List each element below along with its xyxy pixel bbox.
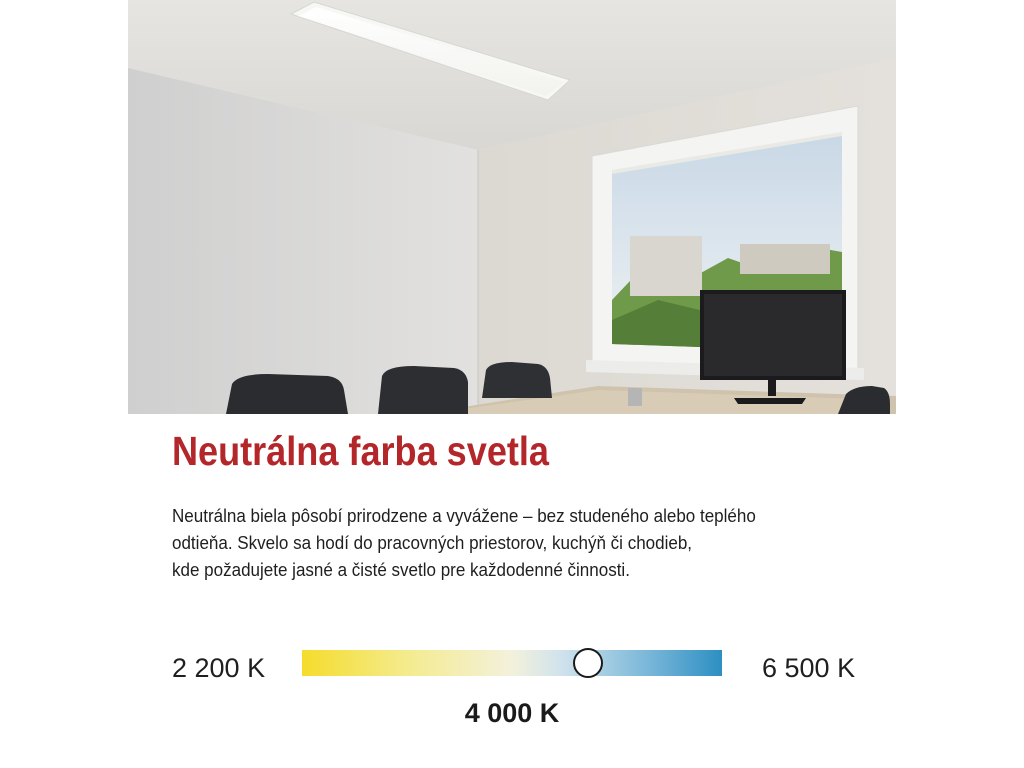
description-line: odtieňa. Skvelo sa hodí do pracovných priestorov, kuchýň či chodieb,: [172, 532, 693, 553]
description-text: [172, 502, 871, 583]
color-temperature-gradient-bar: [302, 650, 722, 676]
max-temperature-label: 6 500 K: [762, 653, 856, 683]
description-line: kde požadujete jasné a čisté svetlo pre každodenné činnosti.: [172, 559, 630, 580]
office-room-photo: [128, 0, 896, 414]
description-line: Neutrálna biela pôsobí prirodzene a vyvážene – bez studeného alebo teplého: [172, 505, 756, 526]
current-temperature-marker: [573, 648, 603, 678]
current-temperature-value: 4 000 K: [464, 698, 560, 728]
page-title: Neutrálna farba svetla: [172, 428, 549, 474]
min-temperature-label: 2 200 K: [172, 653, 266, 683]
